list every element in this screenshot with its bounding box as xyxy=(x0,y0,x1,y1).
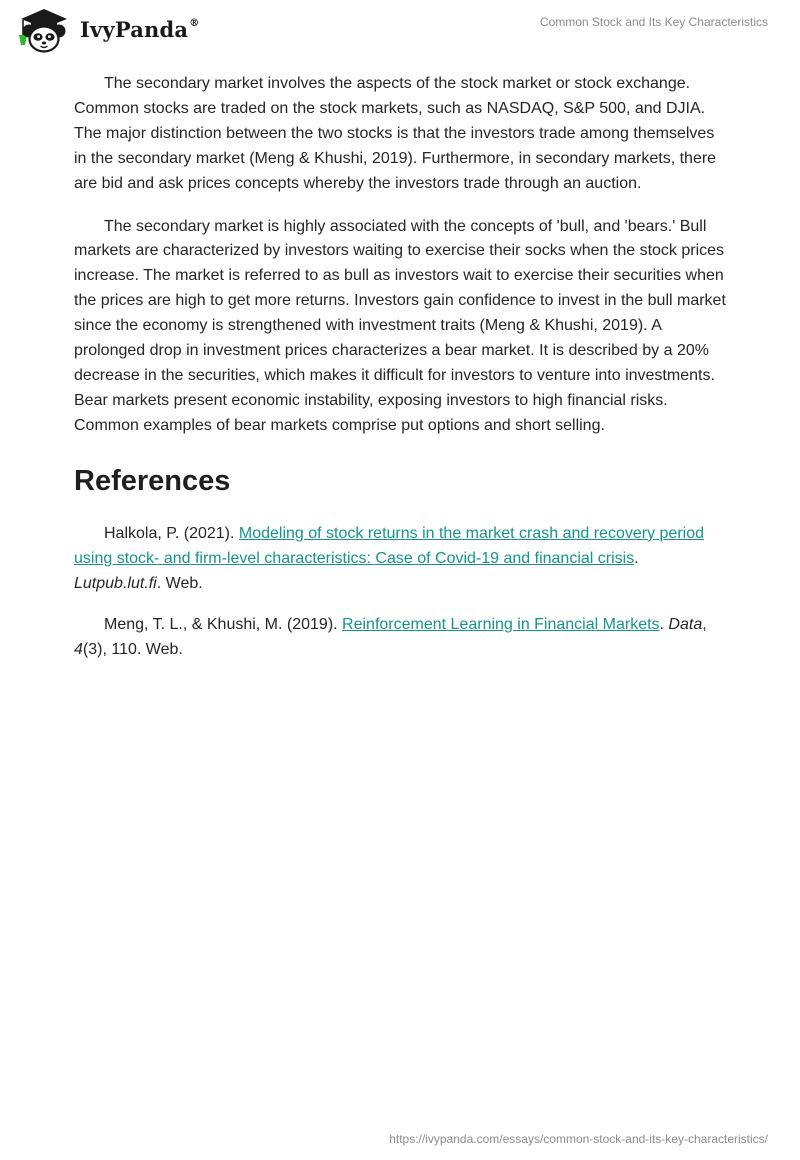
registered-mark: ® xyxy=(189,17,200,29)
brand-name: IvyPanda® xyxy=(80,16,200,42)
reference-source-1: Lutpub.lut.fi xyxy=(74,574,157,592)
footer-url: https://ivypanda.com/essays/common-stock-and-its-key-characteristics/ xyxy=(389,1132,768,1146)
ivypanda-logo[interactable] xyxy=(14,7,199,53)
reference-link-2[interactable]: Reinforcement Learning in Financial Markets xyxy=(342,615,660,633)
references-heading: References xyxy=(74,464,231,497)
reference-item-2: Meng, T. L., & Khushi, M. (2019). Reinforcement Learning in Financial Markets. Data, 4(3), 110. Web. xyxy=(74,615,707,658)
panda-graduate-icon xyxy=(14,7,74,53)
document-title: Common Stock and Its Key Characteristics xyxy=(539,15,768,29)
essay-content xyxy=(74,72,726,678)
body-paragraph-2: The secondary market is highly associated with the concepts of 'bull, and 'bears.' Bull markets are characterized by investors waiting to exercise their socks when the stock prices increase. The market is referred to as bull as investors wait to exercise their securities when the prices are high to get more returns. Investors gain confidence to invest in the bull market since the economy is strengthened with investment traits (Meng & Khushi, 2019). A prolonged drop in investment prices characterizes a bear market. It is described by a 20% decrease in the securities, which makes it difficult for investors to venture into investments. Bear markets present economic instability, exposing investors to high financial risks. Common examples of bear markets comprise put options and short selling. xyxy=(74,217,726,434)
reference-source-2: Data xyxy=(668,615,703,633)
reference-item-1: Halkola, P. (2021). Modeling of stock returns in the market crash and recovery period using stock- and firm-level characteristics: Case of Covid-19 and financial crisis. Lutpub.lut.fi. Web. xyxy=(74,524,704,592)
body-paragraph-1: The secondary market involves the aspects of the stock market or stock exchange. Common stocks are traded on the stock markets, such as NASDAQ, S&P 500, and DJIA. The major distinction between the two stocks is that the investors trade among themselves in the secondary market (Meng & Khushi, 2019). Furthermore, in secondary markets, there are bid and ask prices concepts whereby the investors trade through an auction. xyxy=(74,75,717,192)
reference-link-1[interactable]: Modeling of stock returns in the market crash and recovery period using stock- and firm-level characteristics: Case of Covid-19 and financial crisis xyxy=(74,524,704,567)
reference-volume-2: 4 xyxy=(74,640,83,658)
page-header xyxy=(0,0,800,60)
